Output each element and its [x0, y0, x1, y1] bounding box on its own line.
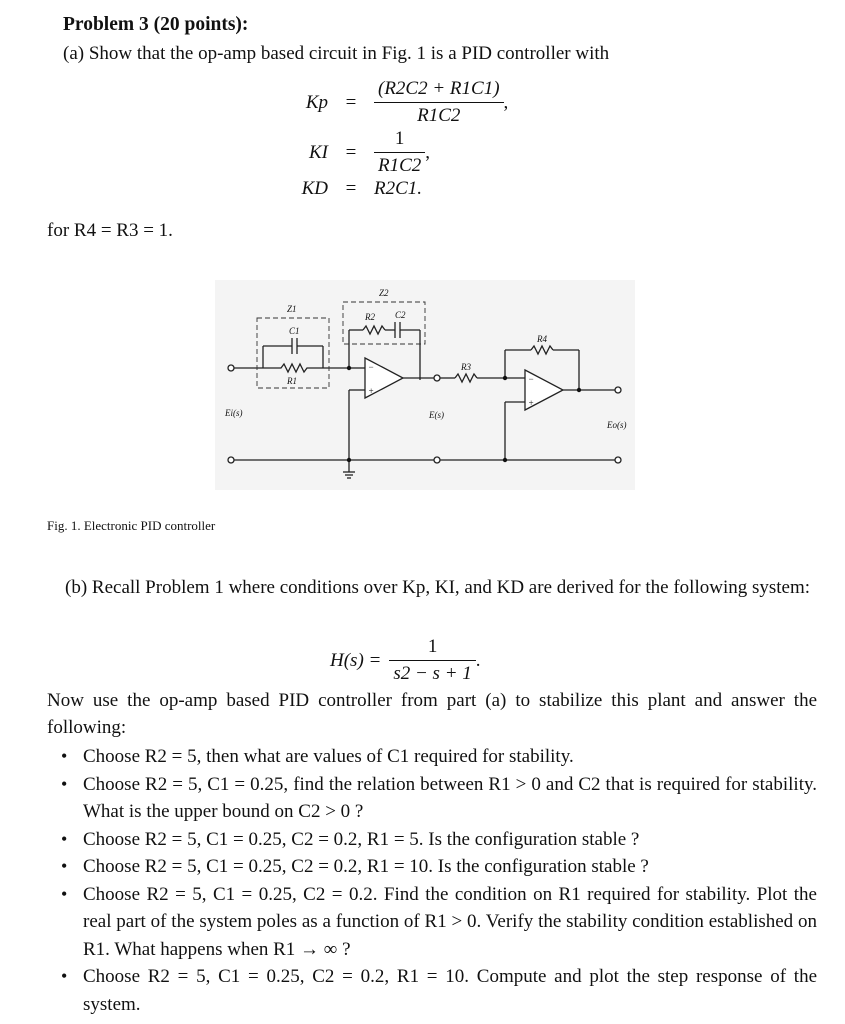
label-c1: C1 [289, 326, 300, 336]
kp-numerator: (R2C2 + R1C1) [374, 78, 504, 103]
list-item: • Choose R2 = 5, C1 = 0.25, C2 = 0.2, R1 = 10. Compute and plot the step response of the system. [47, 963, 817, 1018]
list-item: • Choose R2 = 5, C1 = 0.25, C2 = 0.2, R1 = 5. Is the configuration stable ? [47, 826, 817, 854]
ki-fraction [374, 128, 425, 177]
kp-denominator: R1C2 [417, 105, 461, 126]
part-a-condition: for R4 = R3 = 1. [47, 220, 173, 241]
ki-lhs: KI [309, 141, 328, 163]
label-z2: Z2 [379, 288, 389, 298]
svg-text:−: − [368, 362, 375, 372]
list-item: • Choose R2 = 5, C1 = 0.25, C2 = 0.2, R1 = 10. Is the configuration stable ? [47, 853, 817, 881]
transfer-fraction [389, 636, 475, 685]
transfer-trail: . [475, 649, 481, 671]
svg-text:+: + [368, 386, 375, 396]
svg-text:+: + [528, 398, 535, 408]
label-r4: R4 [537, 334, 547, 344]
kd-lhs: KD [301, 178, 328, 199]
transfer-denominator: s2 − s + 1 [393, 663, 472, 684]
figure-caption: Fig. 1. Electronic PID controller [47, 518, 216, 533]
transfer-numerator: 1 [389, 636, 475, 661]
label-z1: Z1 [287, 304, 297, 314]
label-r2: R2 [365, 312, 375, 322]
part-a-intro: (a) Show that the op-amp based circuit in Fig. 1 is a PID controller with [63, 43, 610, 64]
transfer-function [330, 636, 481, 685]
ki-numerator: 1 [374, 128, 425, 153]
list-item: • Choose R2 = 5, C1 = 0.25, find the relation between R1 > 0 and C2 that is required for stability. What is the upper bound on C2 > 0 ? [47, 771, 817, 826]
equation-kd: KD = R2C1. [268, 178, 422, 200]
label-c2: C2 [395, 310, 406, 320]
kp-lhs: Kp [305, 91, 328, 113]
list-item: • Choose R2 = 5, C1 = 0.25, C2 = 0.2. Find the condition on R1 required for stability. Plot the real part of the system poles as a function of R1 > 0. Verify the stability condition established on R1. What happens when R1 → ∞ ? [47, 881, 817, 964]
ki-denominator: R1C2 [378, 155, 422, 176]
kd-rhs: R2C1. [374, 178, 423, 199]
kp-fraction [374, 78, 504, 127]
list-item: • Choose R2 = 5, then what are values of C1 required for stability. [47, 743, 817, 771]
equation-kp: Kp = $\frac{(R2C2 + R1C1)}{R1C2}$ , [268, 78, 508, 127]
question-list [47, 743, 817, 1018]
label-r1: R1 [287, 376, 297, 386]
problem-title: Problem 3 (20 points): [63, 14, 249, 35]
label-ei: Ei(s) [225, 408, 243, 418]
ki-trail: , [425, 141, 431, 163]
pid-circuit-figure [215, 280, 635, 490]
part-b-intro: (b) Recall Problem 1 where conditions over Kp, KI, and KD are derived for the following system: [65, 577, 811, 598]
transfer-lhs: H(s) = [330, 649, 382, 671]
part-b-instruction: Now use the op-amp based PID controller from part (a) to stabilize this plant and answer the following: [47, 690, 817, 738]
label-r3: R3 [461, 362, 471, 372]
label-eo: Eo(s) [607, 420, 627, 430]
equation-ki: KI = $\frac{1}{R1C2}$ , [268, 128, 430, 177]
label-e: E(s) [429, 410, 444, 420]
svg-text:−: − [528, 374, 535, 384]
kp-trail: , [503, 91, 509, 113]
